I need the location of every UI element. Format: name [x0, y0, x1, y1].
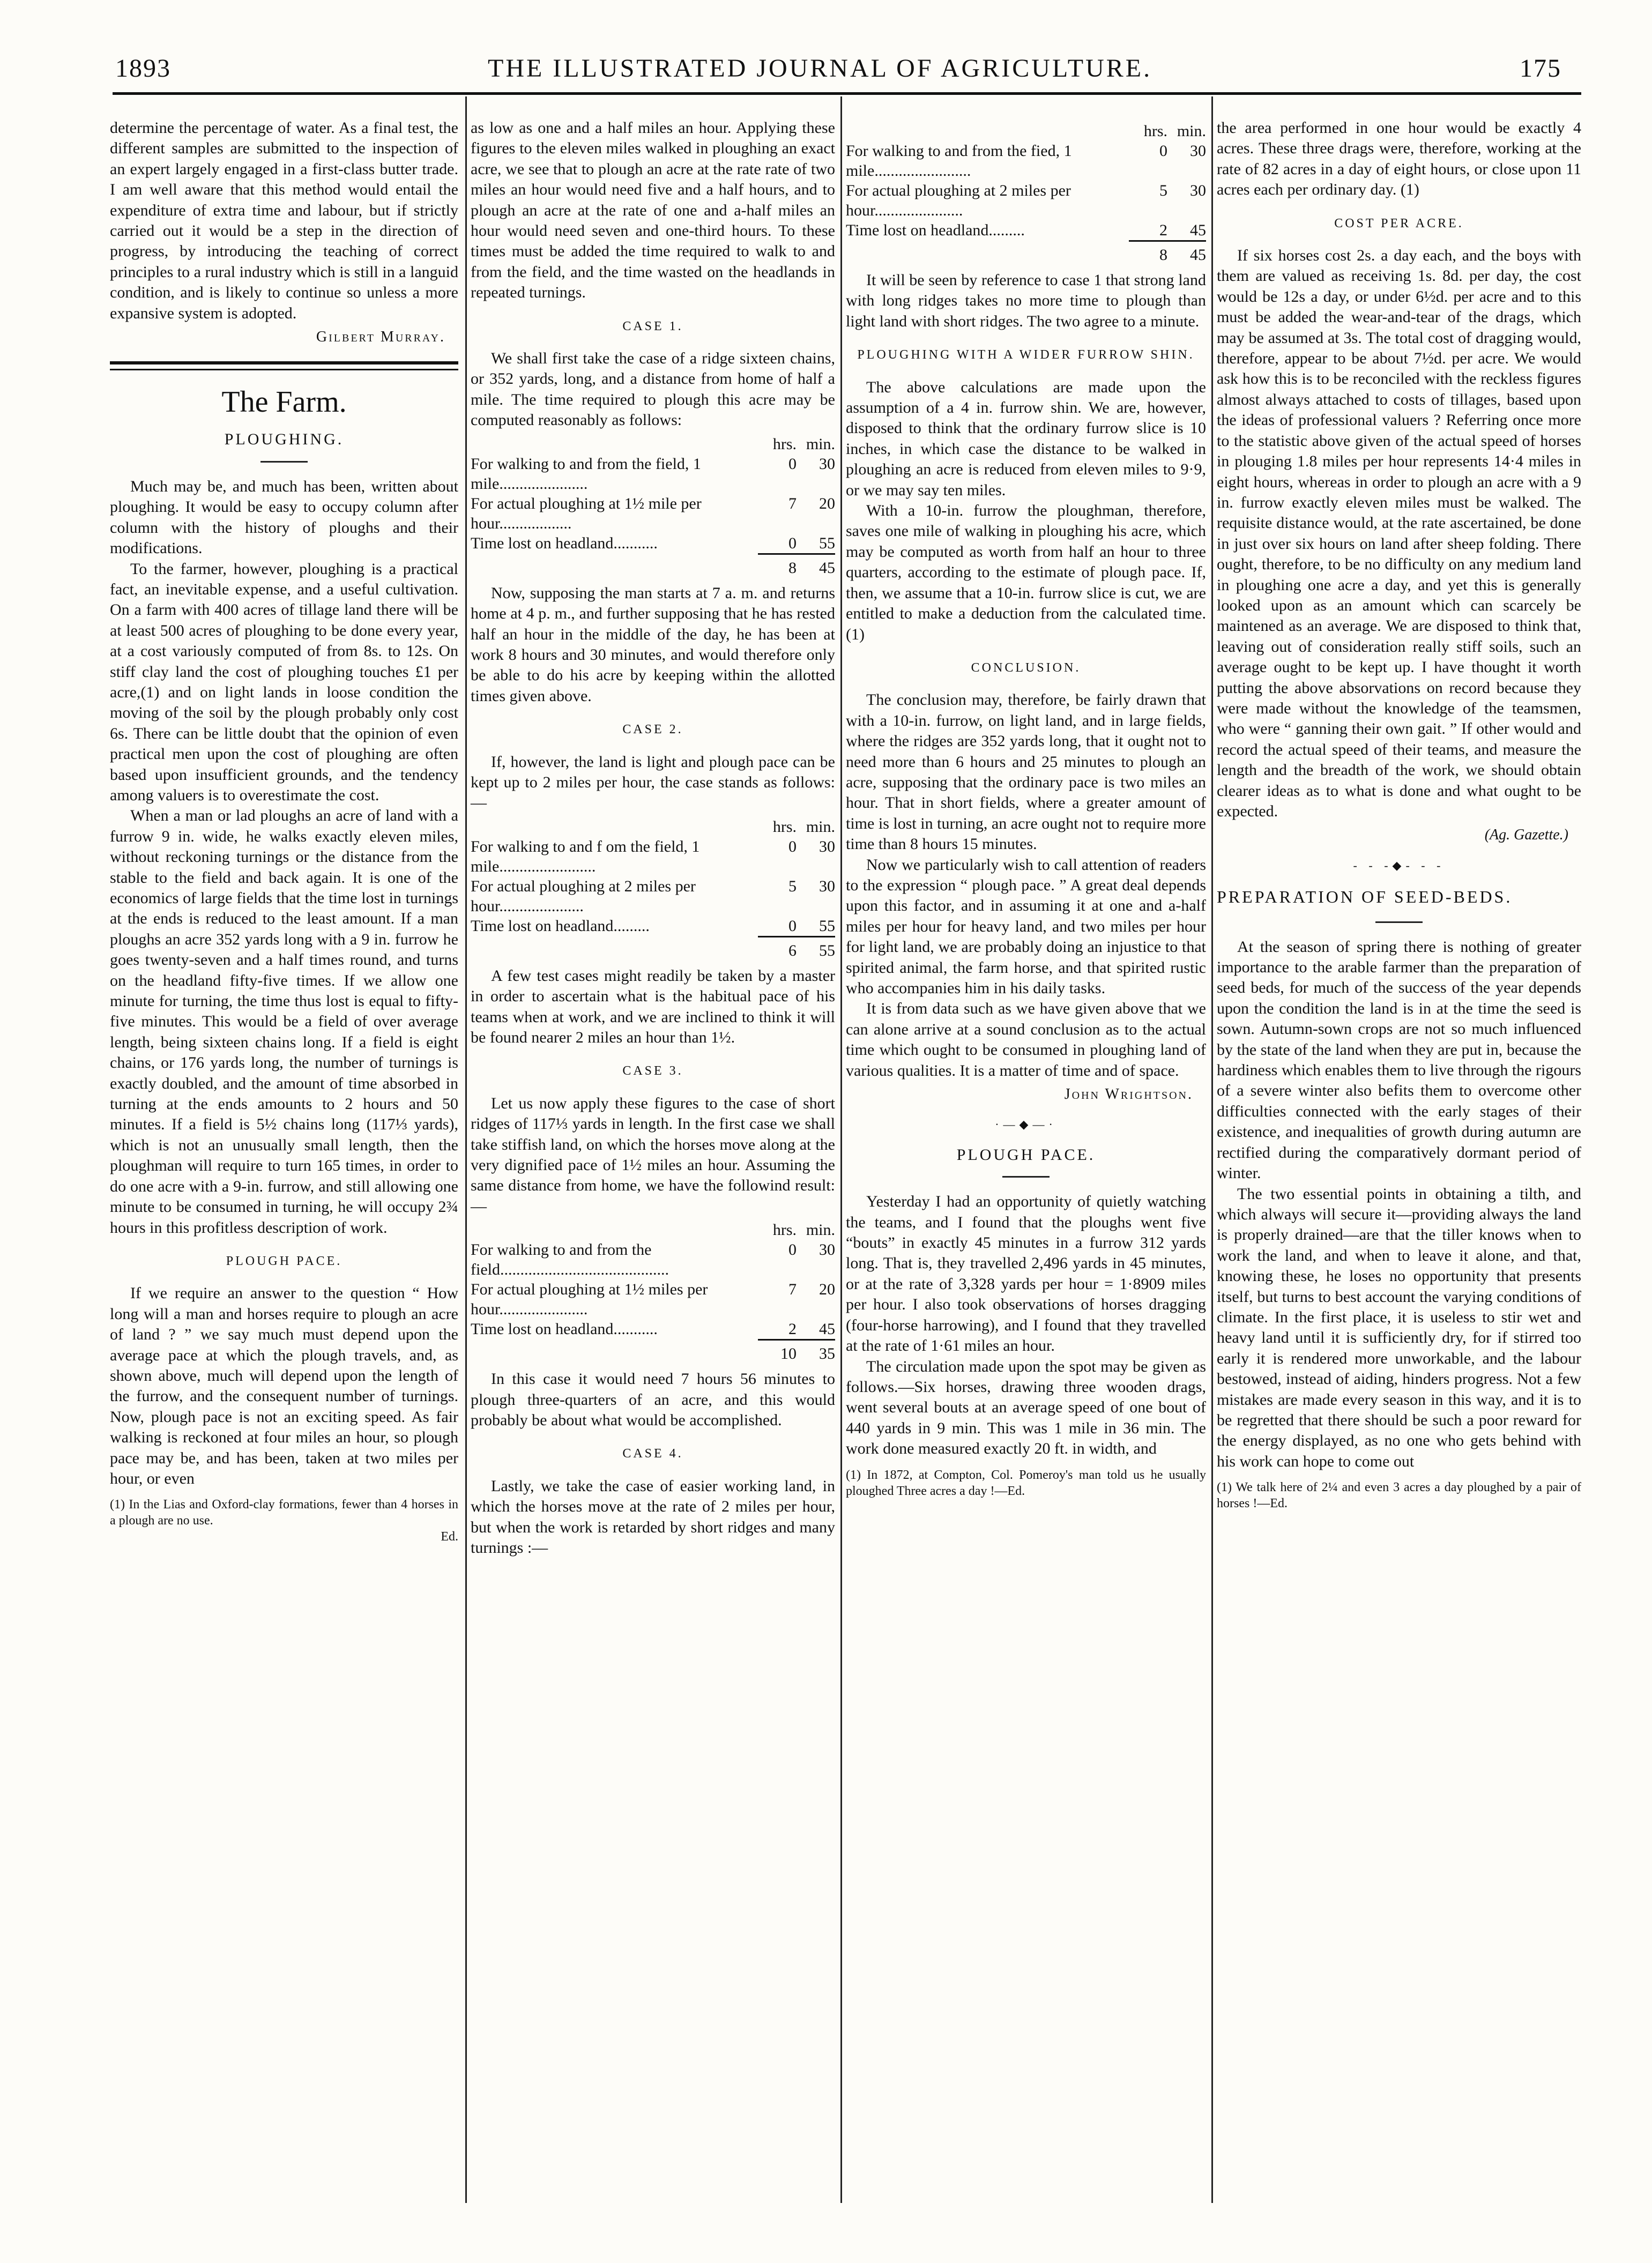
row-label: For actual ploughing at 1½ mile per hour..................: [471, 494, 702, 532]
row-label: For actual ploughing at 1½ miles per hour......................: [471, 1281, 708, 1319]
row-label: For actual ploughing at 2 miles per hour.....................: [471, 877, 696, 915]
hrs-header: hrs.: [1143, 122, 1167, 140]
case-heading: CASE 4.: [622, 1447, 683, 1461]
total-hours: 8: [758, 554, 797, 578]
paragraph: the area performed in one hour would be exactly 4 acres. These three drags were, therefore, working at the rate of 82 acres in a day of eight hours, or close upon 11 acres each per ordinary day. (1): [1217, 119, 1581, 199]
source-credit: (Ag. Gazette.): [1484, 827, 1568, 844]
column-divider: [1211, 96, 1213, 2203]
paragraph: Yesterday I had an opportunity of quietly watching the teams, and I found that the ploughs went five “bouts” in exactly 45 minutes in a furrow 312 yards long. That is, they travelled 2,496 yards in 45 minutes, or at the rate of 3,328 yards per hour = 1·8909 miles per hour. I also took observations of horses dragging (four-horse harrowing), and I found that they travelled at the rate of 1·61 miles an hour.: [846, 1193, 1206, 1355]
table-row: [471, 533, 835, 554]
row-hours: 0: [788, 534, 797, 552]
row-label: For walking to and f om the field, 1 mile........................: [471, 837, 700, 875]
ornament-divider: - - -◆- - -: [1353, 858, 1445, 872]
row-minutes: 30: [819, 1241, 835, 1259]
ornament-divider: ·—◆—·: [995, 1118, 1057, 1132]
table-row: [471, 1240, 835, 1279]
paragraph: Now we particularly wish to call attention of readers to the expression “ plough pace. ” A great deal depends upon this factor, and in assuming it at one and a-half miles per hour for heavy land, and two miles per hour for light land, we are probably doing an injustice to that spirited animal, the farm horse, and that spirited rustic who accompanies him in his daily tasks.: [846, 855, 1206, 997]
paragraph: It is from data such as we have given above that we can alone arrive at a sound conclusion as to the actual time which ought to be consumed in ploughing land of various qualities. It is a matter of time and of space.: [846, 1000, 1206, 1080]
article-title: PLOUGH PACE.: [956, 1145, 1096, 1164]
table-row: [471, 1279, 835, 1319]
paragraph: Lastly, we take the case of easier working land, in which the horses move at the rate of 2 miles per hour, but when the work is retarded by short ridges and many turnings :—: [471, 1477, 835, 1557]
column-1: [110, 118, 458, 1545]
table-row: [846, 220, 1206, 241]
paragraph: Much may be, and much has been, written about ploughing. It would be easy to occupy column after column with the history of ploughs and their modifications.: [110, 477, 458, 557]
row-label: For walking to and from the fied, 1 mile........................: [846, 142, 1072, 180]
section-rule-thin: [110, 369, 458, 370]
row-label: For walking to and from the field..........................................: [471, 1241, 669, 1279]
case-heading: CASE 3.: [622, 1064, 683, 1078]
table-row: [846, 141, 1206, 181]
paragraph: When a man or lad ploughs an acre of land with a furrow 9 in. wide, he walks exactly eleven miles, without reckoning turnings or the distance from the stable to the field and back again. It is one of the economics of large fields that the time lost in turnings at the ends is reduced to the least amount. If a man ploughs an acre 352 yards long with a 9 in. furrow he goes twenty-seven and a half times round, and turns on the headland fifty-five times. If we allow one minute for turning, the time thus lost is equal to fifty-five minutes. This would be a field of over average length, being sixteen chains long. If a field is eight chains, or 176 yards long, the number of turnings is exactly doubled, and the amount of time absorbed in turning at the ends amounts to 2 hours and 50 minutes. If a field is 5½ chains long (117⅓ yards), which is not an unusually small length, then the ploughman will require to turn 165 times, in order to do one acre with a 9-in. furrow, and still allowing one minute to be consumed in turning, he will occupy 2¾ hours in this profitless description of work.: [110, 807, 458, 1237]
row-label: Time lost on headland.........: [471, 917, 650, 935]
paragraph: With a 10-in. furrow the ploughman, therefore, saves one mile of walking in ploughing his acre, which may be computed as worth from half an hour to three quarters, according to the estimate of plough pace. If, then, we assume that a 10-in. furrow slice is cut, we are entitled to make a deduction from the calculated time.(1): [846, 502, 1206, 643]
total-row: [471, 936, 835, 961]
total-row: [471, 554, 835, 578]
case-heading: CASE 1.: [622, 319, 683, 333]
footnote-text: (1) We talk here of 2¼ and even 3 acres a day ploughed by a pair of horses !—Ed.: [1217, 1480, 1581, 1511]
row-minutes: 30: [819, 877, 835, 895]
row-hours: 7: [788, 494, 797, 512]
paragraph: The two essential points in obtaining a tilth, and which always will secure it—providing always the land is properly drained—are that the tiller knows when to work the land, and when to leave it alone, and that, knowing these, he loses no opportunity that presents itself, but turns to best account the varying conditions of climate. In the first place, it is useless to stir wet and heavy land until it is sufficiently dry, for if stirred too early it is rendered more unworkable, and the labour bestowed, instead of aiding, hinders progress. Not a few mistakes are made every season in this way, and it is to be regretted that there should be such a poor reward for the energy displayed, as no one who gets behind with his work can hope to come out: [1217, 1185, 1581, 1470]
table-row: [471, 454, 835, 494]
row-label: Time lost on headland...........: [471, 1320, 658, 1338]
row-minutes: 20: [819, 494, 835, 512]
total-row: [846, 241, 1206, 265]
paragraph: The circulation made upon the spot may be given as follows.—Six horses, drawing three wooden drags, went several bouts at an average speed of one bout of 440 yards in 9 min. This was 1 mile in 36 min. The work done measured exactly 20 ft. in width, and: [846, 1357, 1206, 1458]
row-label: Time lost on headland...........: [471, 534, 658, 552]
time-table: [471, 1220, 835, 1364]
time-table: [846, 121, 1206, 265]
paragraph: Now, supposing the man starts at 7 a. m. and returns home at 4 p. m., and further supposing that he has rested half an hour in the middle of the day, he has been at work 8 hours and 30 minutes, and would therefore only be able to do his acre by keeping within the allotted times given above.: [471, 584, 835, 705]
subheading: PLOUGHING WITH A WIDER FURROW SHIN.: [857, 348, 1195, 362]
row-minutes: 45: [819, 1320, 835, 1338]
short-rule: [1375, 921, 1423, 923]
time-table: [471, 434, 835, 578]
year: 1893: [115, 54, 171, 83]
paragraph: as low as one and a half miles an hour. Applying these figures to the eleven miles walked in ploughing an exact acre, we see that to plough an acre at the rate rate of two miles an hour would need five and a half hours, and to plough an acre at the rate of one and a-half miles an hour would need seven and one-third hours. To these times must be added the time required to walk to and from the field, and the time wasted on the headlands in repeated turnings.: [471, 119, 835, 302]
footnote-text: (1) In the Lias and Oxford-clay formations, fewer than 4 horses in a plough are no use.: [110, 1498, 458, 1528]
paragraph: A few test cases might readily be taken by a master in order to ascertain what is the habitual pace of his teams when at work, and we are inclined to think it will be found nearer 2 miles an hour than 1½.: [471, 966, 835, 1046]
section-title: The Farm.: [221, 385, 347, 419]
total-hours: 6: [758, 936, 797, 961]
min-header: min.: [1177, 122, 1206, 140]
row-hours: 5: [1159, 182, 1167, 199]
row-hours: 2: [788, 1320, 797, 1338]
intro-paragraph: determine the percentage of water. As a final test, the different samples are submitted to the inspection of an expert largely engaged in a first-class butter trade. I am well aware that this method would entail the expenditure of extra time and labour, but if strictly carried out it would be a step in the direction of progress, by introducing the teaching of correct principles to a rural industry which is still in a languid condition, and is likely to continue so unless a more expansive system is adopted.: [110, 119, 458, 322]
subheading: PLOUGH PACE.: [226, 1254, 343, 1268]
footnote-signature: Ed.: [441, 1530, 458, 1544]
intro-signature: Gilbert Murray.: [316, 329, 445, 346]
footnote: [110, 1497, 458, 1545]
total-minutes: 55: [797, 936, 835, 961]
hrs-header: hrs.: [772, 817, 797, 836]
total-minutes: 45: [1167, 241, 1206, 265]
page-number: 175: [1520, 54, 1561, 83]
column-divider: [840, 96, 842, 2203]
author-signature: John Wrightson.: [1064, 1086, 1193, 1103]
short-rule: [261, 461, 308, 463]
row-minutes: 30: [819, 837, 835, 855]
table-row: [471, 916, 835, 937]
column-3: [846, 118, 1206, 1499]
footnote-text: (1) In 1872, at Compton, Col. Pomeroy's man told us he usually ploughed Three acres a day !—Ed.: [846, 1468, 1206, 1498]
paragraph: If we require an answer to the question “ How long will a man and horses require to plough an acre of land ? ” we say much must depend upon the average pace at which the plough travels, and, as shown above, much will depend upon the length of the furrow, and the consequent number of turnings. Now, plough pace is not an exciting speed. As fair walking is reckoned at four miles an hour, so plough pace may be, and has been, taken at two miles per hour, or even: [110, 1284, 458, 1487]
section-rule: [110, 361, 458, 364]
min-header: min.: [806, 435, 835, 453]
article-title: PREPARATION OF SEED-BEDS.: [1217, 887, 1513, 907]
page-header: [0, 0, 1652, 102]
footnote: [846, 1467, 1206, 1499]
paragraph: If six horses cost 2s. a day each, and the boys with them are valued as receiving 1s. 8d. per day, the cost would be 12s a day, or under 6½d. per acre and to this must be added the wear-and-tear of the drags, which may be assumed at 3s. The total cost of dragging would, therefore, appear to be about 7½d. per acre. We would ask how this is to be reconciled with the reckless figures almost always attached to costs of tillages, based upon the ideas of professional valuers ? Referring once more to the statistic above given of the actual speed of horses in plouging 1.8 miles per hour represents 14·4 miles in eight hours, whereas in order to plough an acre with a 9 in. furrow exactly eleven miles must be walked. The requisite distance would, at the rate ascertained, be done in just over six hours on land after sheep folding. There ought, therefore, to be no difficulty on any medium land in ploughing one acre a day, and yet this is generally looked upon as an amount which can scarcely be maintened as an average. We are disposed to think that, leaving out of consideration really stiff soils, such an average ought to be kept up. I have thought it worth putting the above absorvations on record because they were made without the knowledge of the teamsmen, who were “ ganning their own gait. ” If other would and record the actual speed of their teams, and measure the length and the breadth of the work, we should obtain clearer ideas as to what is done and what ought to be expected.: [1217, 247, 1581, 820]
row-minutes: 30: [819, 455, 835, 473]
row-label: For actual ploughing at 2 miles per hour......................: [846, 182, 1071, 219]
row-hours: 0: [788, 837, 797, 855]
short-rule: [1002, 1176, 1050, 1178]
row-minutes: 20: [819, 1281, 835, 1299]
journal-title: THE ILLUSTRATED JOURNAL OF AGRICULTURE.: [488, 54, 1152, 83]
paragraph: If, however, the land is light and plough pace can be kept up to 2 miles per hour, the case stands as follows:—: [471, 753, 835, 812]
table-row: [471, 876, 835, 916]
paragraph: We shall first take the case of a ridge sixteen chains, or 352 yards, long, and a distance from home of half a mile. The time required to plough this acre may be computed reasonably as follows:: [471, 349, 835, 429]
subheading: CONCLUSION.: [971, 660, 1081, 675]
total-row: [471, 1340, 835, 1364]
total-hours: 8: [1129, 241, 1167, 265]
min-header: min.: [806, 1221, 835, 1239]
paragraph: The conclusion may, therefore, be fairly drawn that with a 10-in. furrow, on light land, and in large fields, where the ridges are 352 yards long, that it ought not to need more than 6 hours and 25 minutes to plough an acre, supposing that the ordinary pace is two miles an hour. That in short fields, where a greater amount of time is lost in turning, an acre ought not to require more time than 8 hours 15 minutes.: [846, 691, 1206, 853]
footnote: [1217, 1479, 1581, 1512]
table-row: [471, 837, 835, 876]
row-hours: 0: [788, 1241, 797, 1259]
paragraph: In this case it would need 7 hours 56 minutes to plough three-quarters of an acre, and this would probably be about what would be accomplished.: [471, 1370, 835, 1430]
table-row: [471, 494, 835, 533]
column-2: [471, 118, 835, 1558]
row-minutes: 30: [1190, 142, 1206, 160]
row-hours: 0: [788, 455, 797, 473]
row-hours: 2: [1159, 221, 1167, 239]
row-minutes: 45: [1190, 221, 1206, 239]
paragraph: At the season of spring there is nothing of greater importance to the arable farmer than the preparation of seed beds, for much of the success of the year depends upon the condition the land is in at the time the seed is sown. Autumn-sown crops are not so much influenced by the state of the land when they are put in, because the hardiness which enables them to live through the rigours of a severe winter also befits them to overcome other difficulties connected with the early stages of their existence, and inequalities of growth during autumn are rectified during the comparatively dormant period of winter.: [1217, 937, 1581, 1182]
case-heading: CASE 2.: [622, 723, 683, 737]
total-hours: 10: [758, 1340, 797, 1364]
row-minutes: 30: [1190, 182, 1206, 199]
total-minutes: 35: [797, 1340, 835, 1364]
subheading: COST PER ACRE.: [1334, 216, 1464, 230]
hrs-header: hrs.: [772, 1221, 797, 1239]
row-minutes: 55: [819, 917, 835, 935]
column-4: [1217, 118, 1581, 1512]
paragraph: Let us now apply these figures to the case of short ridges of 117⅓ yards in length. In the first case we shall take stiffish land, on which the horses move along at the very dignified pace of 1½ miles an hour. Assuming the same distance from home, we have the followind result:—: [471, 1094, 835, 1215]
table-row: [846, 181, 1206, 220]
row-hours: 5: [788, 877, 797, 895]
paragraph: The above calculations are made upon the assumption of a 4 in. furrow shin. We are, however, disposed to think that the ordinary furrow slice is 10 inches, in which case the distance to be walked in ploughing an acre is reduced from eleven miles to 9·9, or we may say ten miles.: [846, 378, 1206, 499]
table-row: [471, 1319, 835, 1340]
article-title: PLOUGHING.: [224, 430, 344, 449]
min-header: min.: [806, 817, 835, 836]
column-divider: [465, 96, 467, 2203]
row-hours: 0: [788, 917, 797, 935]
paragraph: It will be seen by reference to case 1 that strong land with long ridges takes no more time to plough than light land with short ridges. The two agree to a minute.: [846, 271, 1206, 330]
header-rule: [113, 92, 1581, 95]
paragraph: To the farmer, however, ploughing is a practical fact, an inevitable expense, and a useful cultivation. On a farm with 400 acres of tillage land there will be at least 500 acres of ploughing to be done every year, at a cost variously computed of from 8s. to 12s. On stiff clay land the cost of ploughing touches £1 per acre,(1) and on light lands in loose condition the moving of the soil by the plough probably only cost 6s. There can be little doubt that the opinion of even practical men upon the cost of ploughing are often based upon insufficient grounds, and the tendency among valuers is to overestimate the cost.: [110, 560, 458, 804]
hrs-header: hrs.: [772, 435, 797, 453]
row-label: Time lost on headland.........: [846, 221, 1025, 239]
time-table: [471, 817, 835, 961]
total-minutes: 45: [797, 554, 835, 578]
row-minutes: 55: [819, 534, 835, 552]
row-hours: 7: [788, 1281, 797, 1299]
row-label: For walking to and from the field, 1 mile......................: [471, 455, 701, 493]
row-hours: 0: [1159, 142, 1167, 160]
